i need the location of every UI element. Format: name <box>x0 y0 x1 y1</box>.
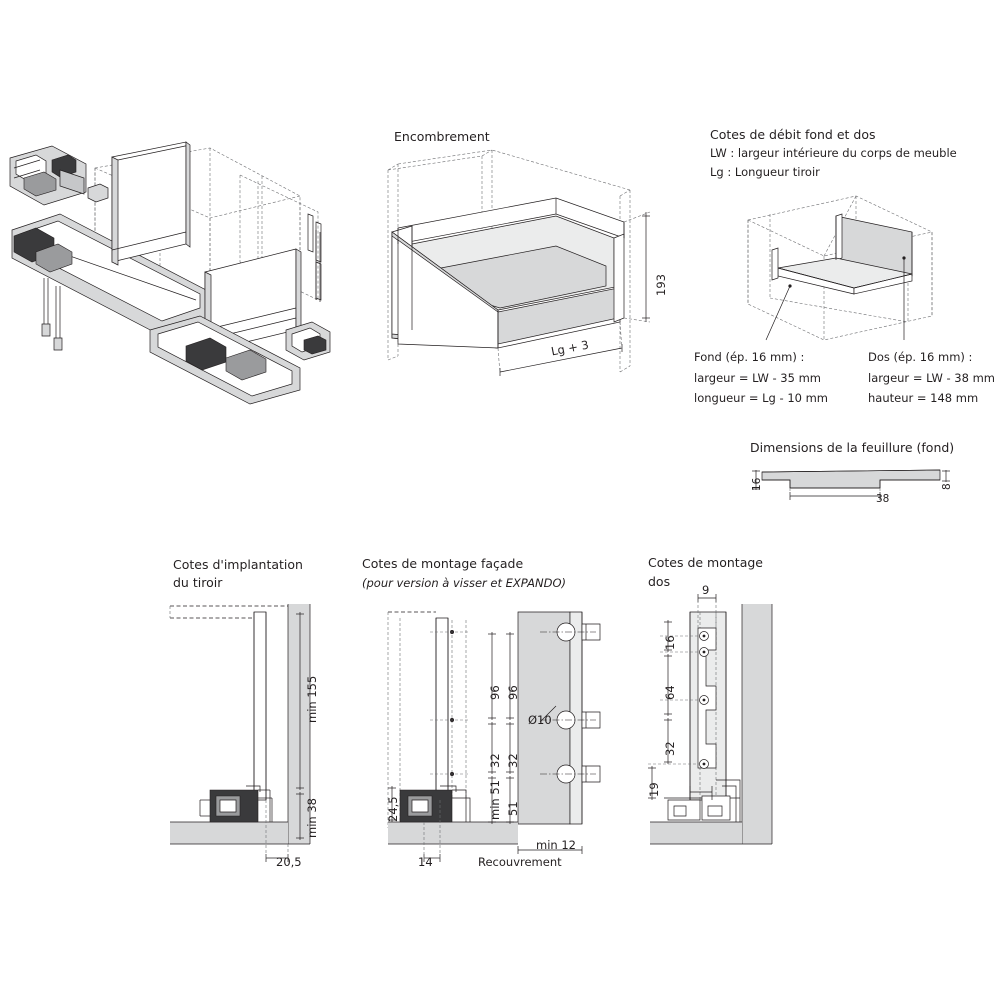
dim-51: 51 <box>506 801 520 816</box>
dim-min-155: min 155 <box>305 675 319 723</box>
overlay-label: Recouvrement <box>478 855 562 869</box>
bottom-panel-note-line1: Fond (ép. 16 mm) : <box>694 350 805 364</box>
dim-min-38: min 38 <box>305 798 319 838</box>
dim-64: 64 <box>663 685 677 700</box>
hole-diameter-label: Ø10 <box>528 713 552 727</box>
bottom-panel-note-line2: largeur = LW - 35 mm <box>694 371 821 385</box>
back-panel-note-line2: largeur = LW - 38 mm <box>868 371 995 385</box>
drawer-position-title-line2: du tiroir <box>173 575 223 590</box>
back-mounting-title-line1: Cotes de montage <box>648 555 763 570</box>
dim-min-51: min 51 <box>488 780 502 820</box>
overall-title: Encombrement <box>394 129 490 144</box>
back-panel-note-line3: hauteur = 148 mm <box>868 391 979 405</box>
rebate-dim-right: 8 <box>941 483 953 490</box>
panels-legend-lw: LW : largeur intérieure du corps de meuble <box>710 146 957 160</box>
drawer-position-title-line1: Cotes d'implantation <box>173 557 303 572</box>
front-mounting-title: Cotes de montage façade <box>362 556 524 571</box>
dim-32-b: 32 <box>506 753 520 768</box>
rebate-dim-width: 38 <box>876 493 890 505</box>
panels-title: Cotes de débit fond et dos <box>710 127 876 142</box>
dim-19: 19 <box>647 782 661 797</box>
dim-min-12: min 12 <box>536 838 576 852</box>
dim-32-a: 32 <box>488 753 502 768</box>
dim-16: 16 <box>663 635 677 650</box>
front-mounting-subtitle: (pour version à visser et EXPANDO) <box>362 576 567 590</box>
rebate-title: Dimensions de la feuillure (fond) <box>750 440 955 455</box>
panels-legend-lg: Lg : Longueur tiroir <box>710 165 820 179</box>
overall-depth-dim: Lg + 3 <box>549 337 590 359</box>
dim-9: 9 <box>702 583 710 597</box>
dim-14: 14 <box>418 855 433 869</box>
overall-height-dim: 193 <box>654 274 668 296</box>
dim-20-5: 20,5 <box>276 855 302 869</box>
dim-32-back: 32 <box>663 741 677 756</box>
back-panel-note-line1: Dos (ép. 16 mm) : <box>868 350 973 364</box>
bottom-panel-note-line3: longueur = Lg - 10 mm <box>694 391 829 405</box>
back-mounting-title-line2: dos <box>648 574 671 589</box>
dim-96-a: 96 <box>488 685 502 700</box>
rebate-dim-left: 16 <box>751 477 763 491</box>
dim-24-5: 24,5 <box>386 796 400 822</box>
dim-96-b: 96 <box>506 685 520 700</box>
